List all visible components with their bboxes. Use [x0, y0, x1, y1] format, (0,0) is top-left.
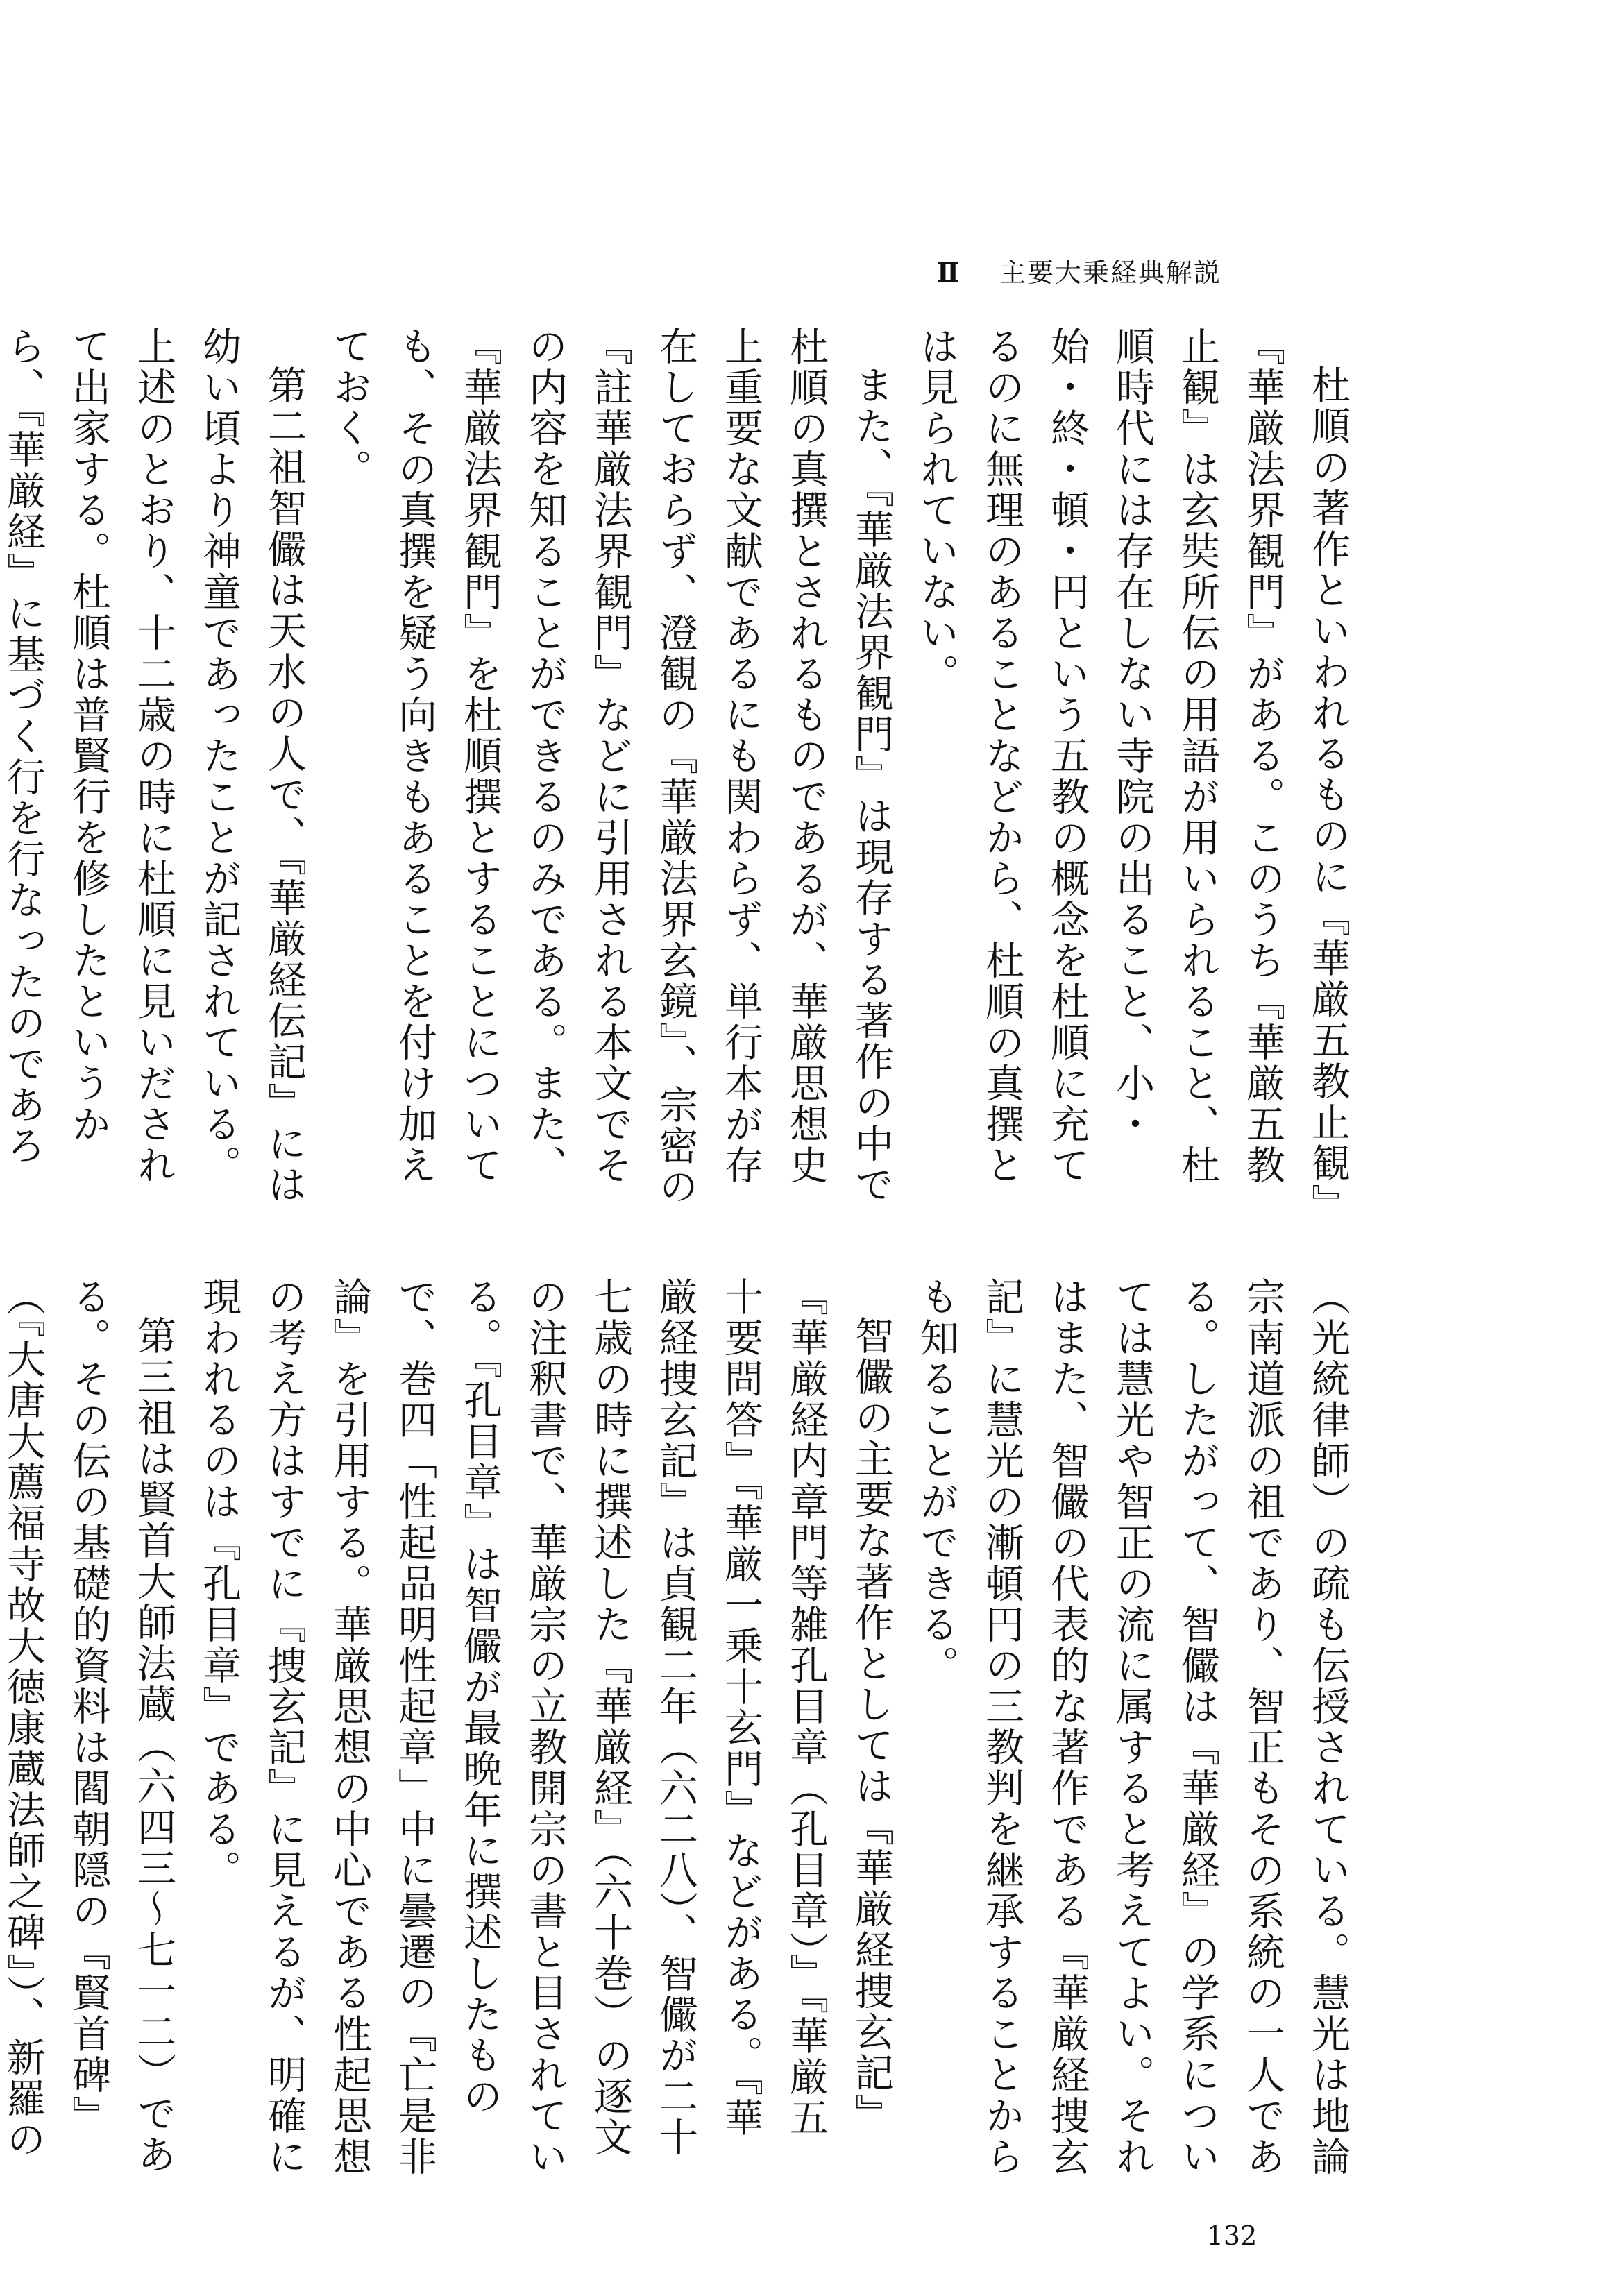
running-head-title: 主要大乗経典解説	[999, 257, 1222, 288]
lower-text-block	[1, 1277, 1360, 2179]
running-head	[937, 251, 1388, 293]
paragraph: 智儼の主要な著作としては『華厳経捜玄記』『華厳経内章門等雑孔目章（孔目章）』『華厳五十要問答』『華厳一乗十玄門』などがある。『華厳経捜玄記』は貞観二年（六二八）、智儼が二十七歳の時に撰述した『華厳経』（六十巻）の逐文の注釈書で、華厳宗の立教開宗の書と目されている。『孔目章』は智儼が最晩年に撰述したもので、巻四「性起品明性起章」中に曇遷の『亡是非論』を引用する。華厳思想の中心である性起思想の考え方はすでに『捜玄記』に見えるが、明確に現われるのは『孔目章』である。	[196, 1277, 894, 2177]
upper-text-block	[1, 326, 1360, 1221]
page-number: 132	[1206, 2220, 1258, 2251]
paragraph: 第三祖は賢首大師法蔵（六四三〜七一二）である。その伝の基礎的資料は閻朝隠の『賢首碑』（『大唐大薦福寺故大徳康蔵法師之碑』）、新羅の	[1, 1277, 176, 2175]
paragraph: 第二祖智儼は天水の人で、『華厳経伝記』には幼い頃より神童であったことが記されている。上述のとおり、十二歳の時に杜順に見いだされて出家する。杜順は普賢行を修したというから、『華厳経』に基づく行を行なったのであろ	[1, 326, 307, 1205]
paragraph: 杜順の著作といわれるものに『華厳五教止観』『華厳法界観門』がある。このうち『華厳五教止観』は玄奘所伝の用語が用いられること、杜順時代には存在しない寺院の出ること、小・始・終・頓・円という五教の概念を杜順に充てるのに無理のあることなどから、杜順の真撰とは見られていない。	[914, 326, 1351, 1205]
paragraph-continuation: （光統律師）の疏も伝授されている。慧光は地論宗南道派の祖であり、智正もその系統の一人である。したがって、智儼は『華厳経』の学系については慧光や智正の流に属すると考えてよい。それはまた、智儼の代表的な著作である『華厳経捜玄記』に慧光の漸頓円の三教判を継承することからも知ることができる。	[914, 1277, 1351, 2177]
paragraph: また、『華厳法界観門』は現存する著作の中で杜順の真撰とされるものであるが、華厳思想史上重要な文献であるにも関わらず、単行本が存在しておらず、澄観の『華厳法界玄鏡』、宗密の『註華厳法界観門』などに引用される本文でその内容を知ることができるのみである。また、『華厳法界観門』を杜順撰とすることについても、その真撰を疑う向きもあることを付け加えておく。	[327, 326, 894, 1207]
section-numeral: Ⅱ	[937, 257, 961, 288]
